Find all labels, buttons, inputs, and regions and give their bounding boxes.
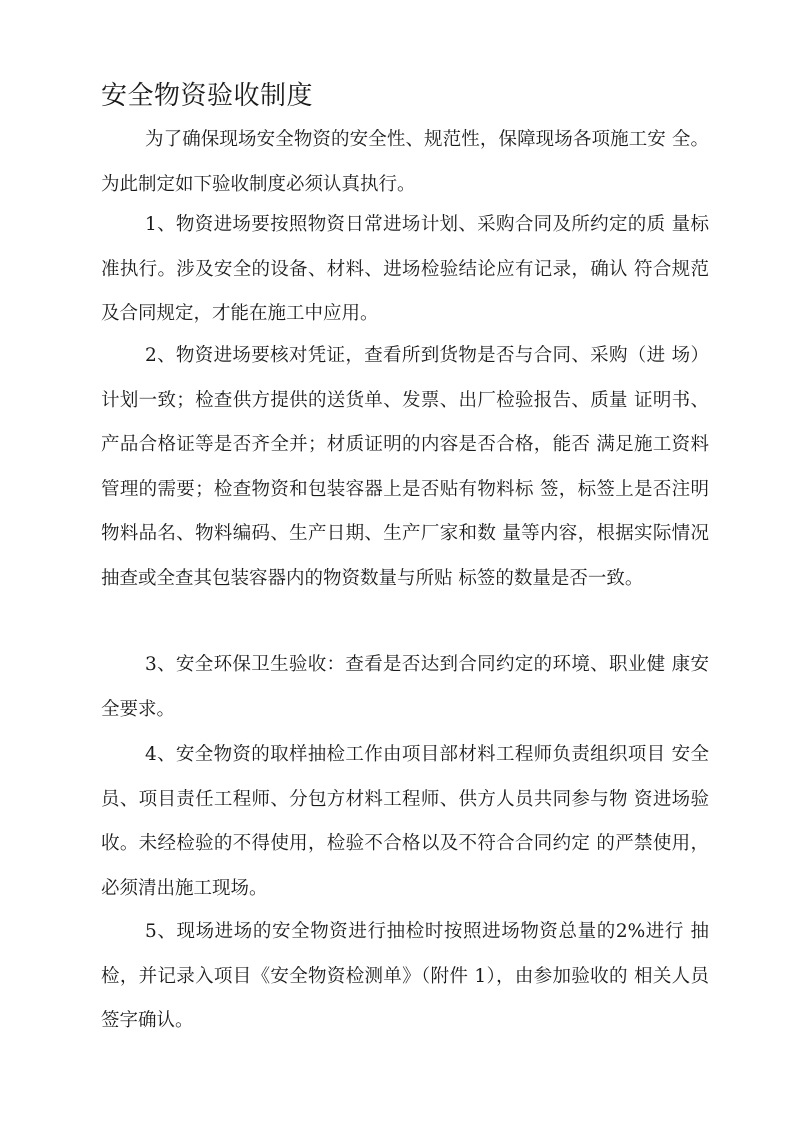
intro-paragraph: 为了确保现场安全物资的安全性、规范性，保障现场各项施工安 全。为此制定如下验收制度必须认真执行。 [101, 129, 709, 195]
clause-2-paragraph: 2、物资进场要核对凭证，查看所到货物是否与合同、采购（进 场）计划一致；检查供方提供的送货单、发票、出厂检验报告、质量 证明书、产品合格证等是否齐全并；材质证明的内容是否合格，能否 满足施工资料管理的需要；检查物资和包装容器上是否贴有物料标 签，标签上是否注明物料品名、物料编码、生产日期、生产厂家和数 量等内容，根据实际情况抽查或全查其包装容器内的物资数量与所贴 标签的数量是否一致。 [101, 345, 709, 589]
clause-4-paragraph: 4、安全物资的取样抽检工作由项目部材料工程师负责组织项目 安全员、项目责任工程师、分包方材料工程师、供方人员共同参与物 资进场验收。未经检验的不得使用，检验不合格以及不符合合同约定 的严禁使用，必须清出施工现场。 [101, 744, 709, 899]
clause-1-paragraph: 1、物资进场要按照物资日常进场计划、采购合同及所约定的质 量标准执行。涉及安全的设备、材料、进场检验结论应有记录，确认 符合规范及合同规定，才能在施工中应用。 [101, 214, 709, 324]
clause-5-paragraph: 5、现场进场的安全物资进行抽检时按照进场物资总量的2%进行 抽检，并记录入项目《安全物资检测单》（附件 1），由参加验收的 相关人员签字确认。 [101, 921, 709, 1031]
clause-3-paragraph: 3、安全环保卫生验收：查看是否达到合同约定的环境、职业健 康安全要求。 [101, 654, 709, 720]
document-title: 安全物资验收制度 [101, 81, 314, 111]
